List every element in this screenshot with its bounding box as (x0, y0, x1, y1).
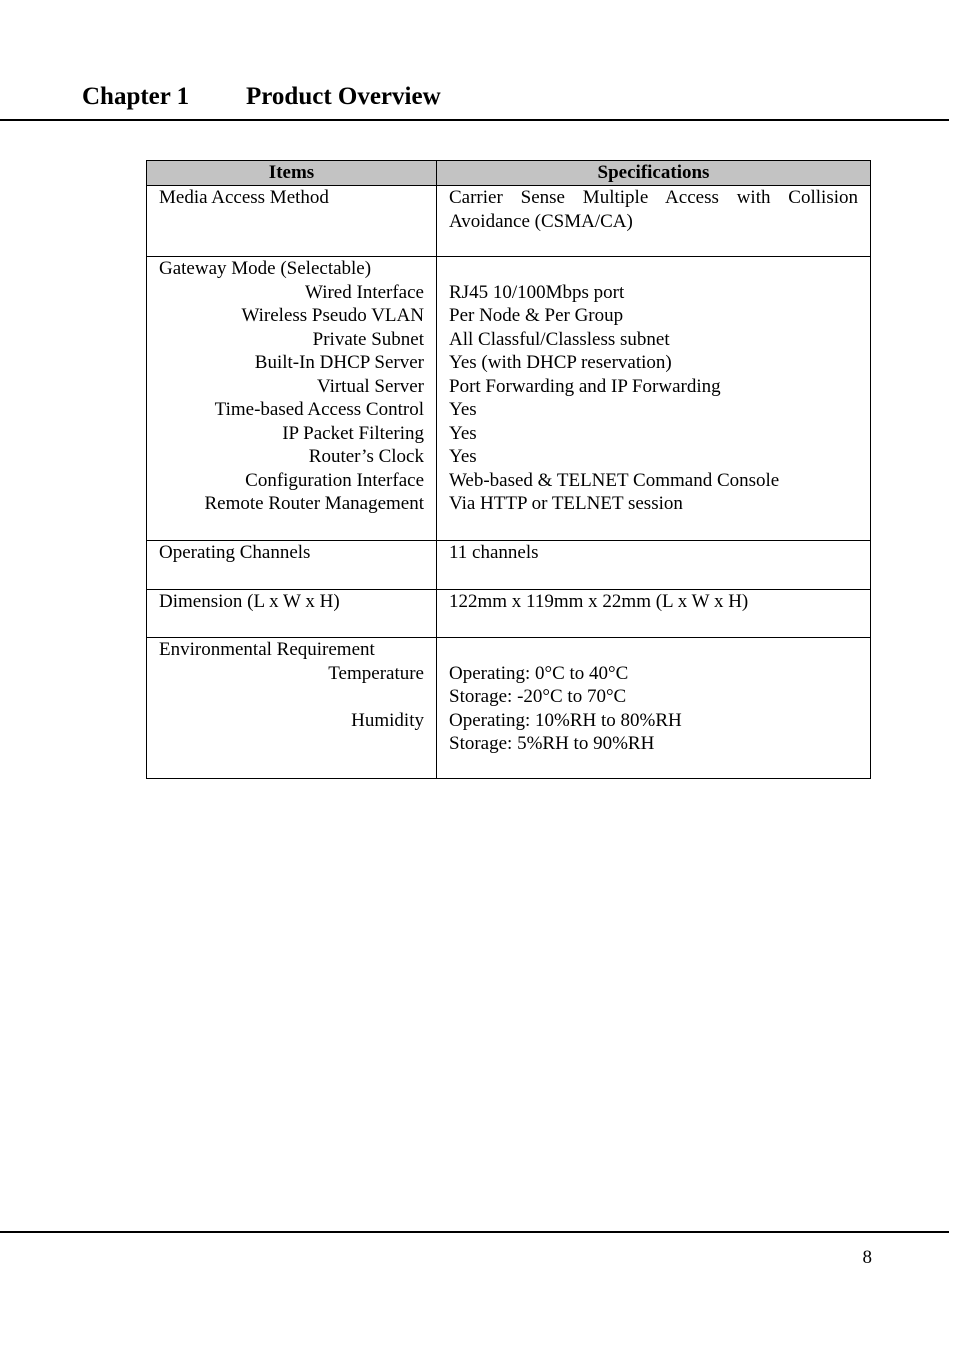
wireless-pseudo-vlan-value: Per Node & Per Group (449, 305, 624, 326)
table-row (147, 638, 871, 779)
table-header-row (147, 161, 871, 186)
dimension-spec: 122mm x 119mm x 22mm (L x W x H) (437, 590, 871, 638)
router-clock-label: Router’s Clock (308, 446, 424, 467)
private-subnet-label: Private Subnet (312, 328, 424, 350)
operating-channels-spec: 11 channels (437, 541, 871, 590)
temperature-storage: Storage: -20°C to 70°C (449, 686, 627, 707)
chapter-heading (82, 80, 441, 114)
access-control-value: Yes (449, 399, 477, 420)
virtual-server-label: Virtual Server (316, 375, 424, 397)
gateway-items-cell (147, 257, 437, 541)
spacer (159, 685, 424, 709)
remote-management-value: Via HTTP or TELNET session (449, 493, 683, 514)
wireless-pseudo-vlan-label: Wireless Pseudo VLAN (241, 305, 424, 326)
specifications-table (146, 160, 871, 779)
table-row (147, 257, 871, 541)
table-row (147, 541, 871, 590)
router-clock-value: Yes (449, 446, 477, 467)
table-row (147, 590, 871, 638)
environment-label: Environmental Requirement (159, 639, 375, 660)
configuration-interface-value: Web-based & TELNET Command Console (449, 469, 780, 491)
environment-items-cell (147, 638, 437, 779)
wired-interface-value: RJ45 10/100Mbps port (449, 281, 625, 303)
items-header: Items (147, 161, 437, 186)
environment-specs-cell (437, 638, 871, 779)
media-access-item: Media Access Method (147, 186, 437, 257)
temperature-label: Temperature (328, 662, 424, 684)
gateway-specs-cell (437, 257, 871, 541)
spacer (449, 638, 858, 662)
dimension-item: Dimension (L x W x H) (147, 590, 437, 638)
virtual-server-value: Port Forwarding and IP Forwarding (449, 375, 721, 397)
gateway-mode-label: Gateway Mode (Selectable) (159, 258, 372, 279)
configuration-interface-label: Configuration Interface (245, 469, 424, 491)
media-access-spec: Carrier Sense Multiple Access with Collision Avoidance (CSMA/CA) (437, 186, 871, 257)
spacer (449, 257, 858, 281)
specifications-header: Specifications (437, 161, 871, 186)
humidity-storage: Storage: 5%RH to 90%RH (449, 733, 655, 754)
temperature-operating: Operating: 0°C to 40°C (449, 662, 629, 684)
dhcp-server-label: Built-In DHCP Server (254, 352, 424, 373)
packet-filtering-value: Yes (449, 422, 477, 444)
dhcp-server-value: Yes (with DHCP reservation) (449, 352, 672, 373)
remote-management-label: Remote Router Management (204, 493, 424, 514)
chapter-title: Product Overview (246, 83, 441, 110)
packet-filtering-label: IP Packet Filtering (282, 422, 424, 444)
header-rule (0, 119, 949, 121)
wired-interface-label: Wired Interface (305, 281, 424, 303)
operating-channels-item: Operating Channels (147, 541, 437, 590)
humidity-label: Humidity (351, 709, 424, 731)
footer-rule (0, 1231, 949, 1233)
access-control-label: Time-based Access Control (214, 399, 424, 420)
page-number: 8 (862, 1247, 872, 1268)
private-subnet-value: All Classful/Classless subnet (449, 328, 670, 350)
table-row (147, 186, 871, 257)
humidity-operating: Operating: 10%RH to 80%RH (449, 709, 682, 731)
chapter-label: Chapter 1 (82, 83, 190, 110)
